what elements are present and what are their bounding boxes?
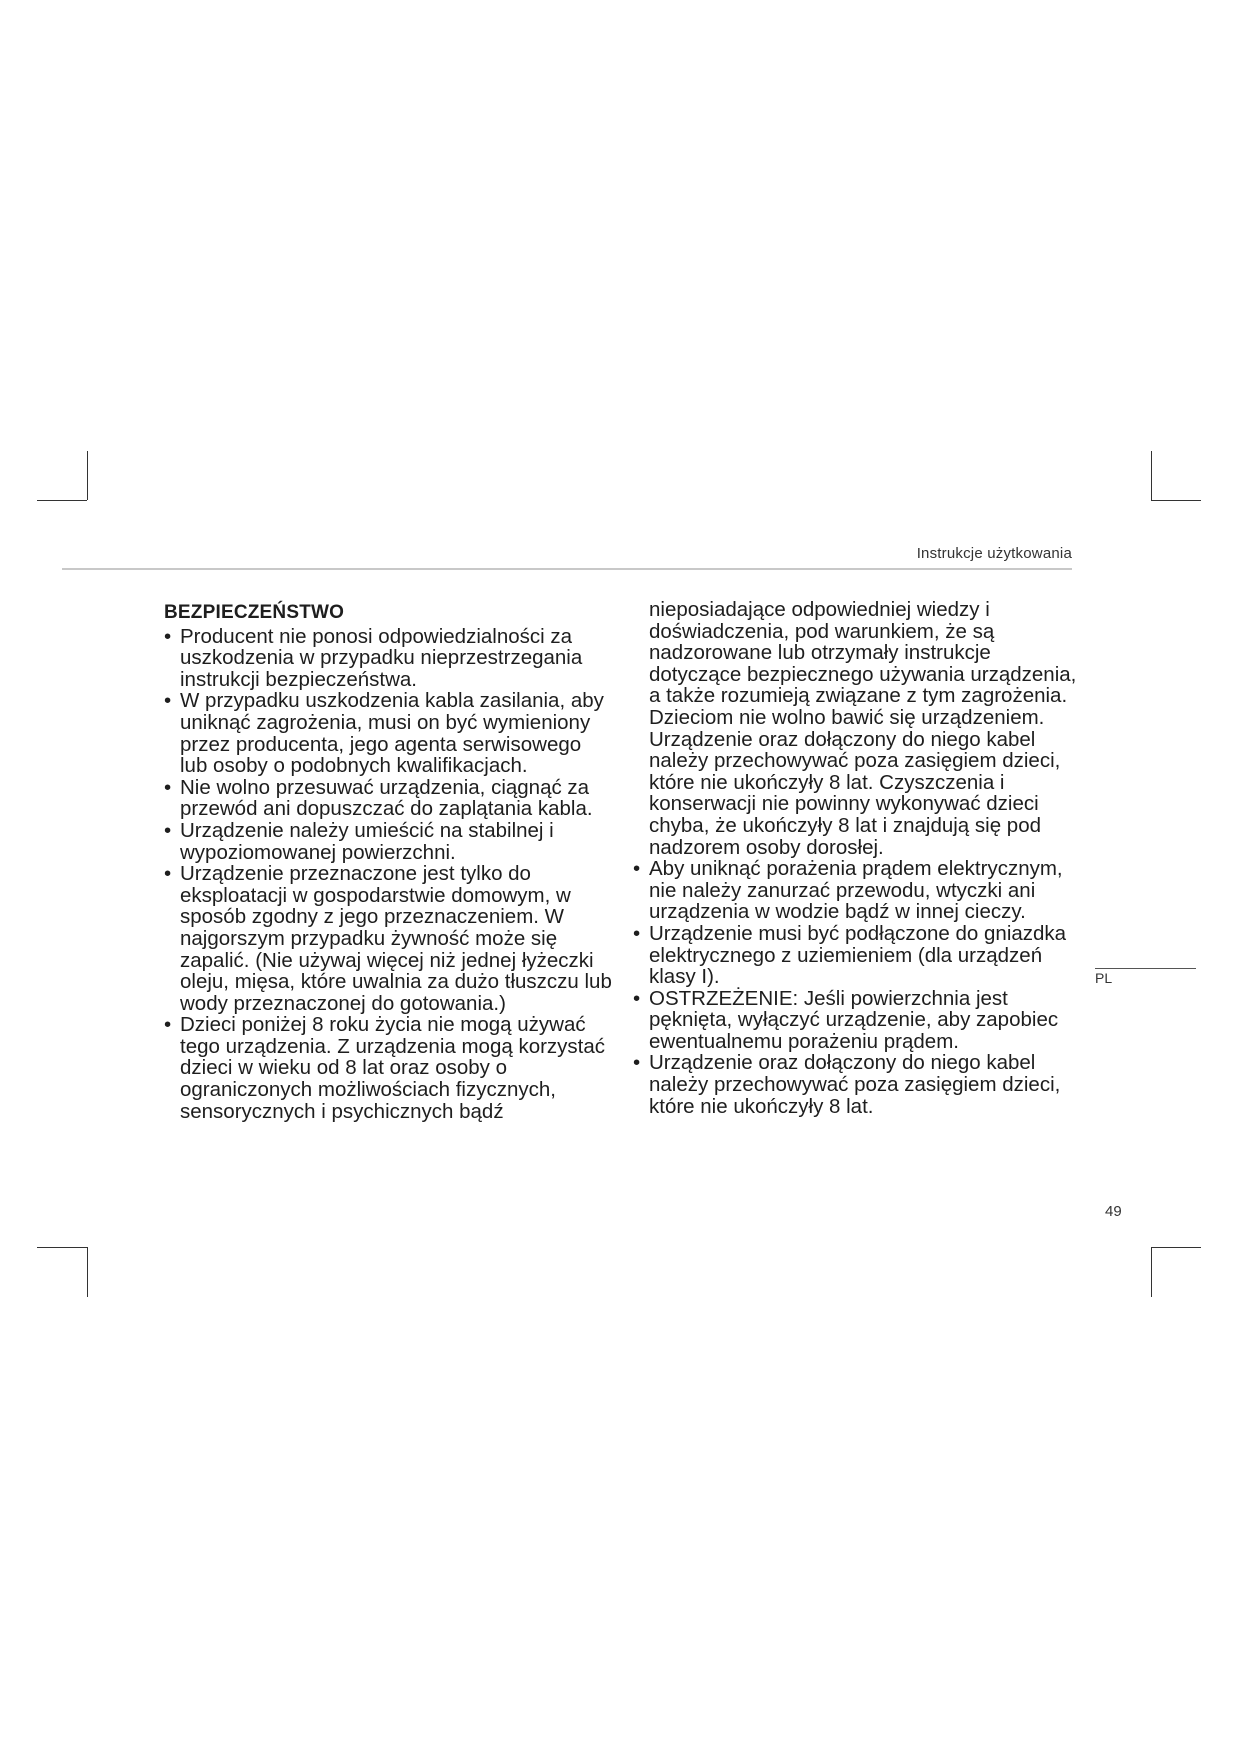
bullet: • (164, 862, 172, 886)
list-item-text: Dzieci poniżej 8 roku życia nie mogą używać tego urządzenia. Z urządzenia mogą korzystać dzieci w wieku od 8 lat oraz osoby o ograniczonych możliwościach fizycznych, sensorycznych i psychicznych bądź (180, 1013, 606, 1123)
list-item-text: Urządzenie musi być podłączone do gniazdka elektrycznego z uziemieniem (dla urządzeń klasy I). (649, 921, 1067, 989)
list-item-text: Urządzenie należy umieścić na stabilnej i wypoziomowanej powierzchni. (180, 818, 554, 864)
list-item-text: OSTRZEŻENIE: Jeśli powierzchnia jest pęknięta, wyłączyć urządzenie, aby zapobiec ewentualnemu porażeniu prądem. (649, 986, 1059, 1053)
safety-list-continued (633, 858, 1088, 1117)
list-item-text: Aby uniknąć porażenia prądem elektrycznym, nie należy zanurzać przewodu, wtyczki ani urządzenia w wodzie bądź w innej cieczy. (649, 857, 1063, 924)
bullet: • (164, 1013, 172, 1037)
bullet: • (633, 857, 641, 881)
bullet: • (633, 921, 641, 945)
list-item-text: Urządzenie oraz dołączony do niego kabel należy przechowywać poza zasięgiem dzieci, które nie ukończyły 8 lat. (649, 1051, 1061, 1118)
section-title: BEZPIECZEŃSTWO (164, 602, 345, 623)
list-item-text: W przypadku uszkodzenia kabla zasilania, aby uniknąć zagrożenia, musi on być wymieniony przez producenta, jego agenta serwisowego lub osoby o podobnych kwalifikacjach. (180, 689, 604, 778)
crop-mark (87, 1247, 88, 1297)
crop-mark (1151, 500, 1201, 501)
continued-paragraph: nieposiadające odpowiedniej wiedzy i doświadczenia, pod warunkiem, że są nadzorowane lub otrzymały instrukcje dotyczące bezpiecznego używania urządzenia, a także rozumieją związane z tym zagrożenia. Dzieciom nie wolno bawić się urządzeniem. Urządzenie oraz dołączony do niego kabel należy przechowywać poza zasięgiem dzieci, które nie ukończyły 8 lat. Czyszczenia i konserwacji nie powinny wykonywać dzieci chyba, że ukończyły 8 lat i znajdują się pod nadzorem osoby dorosłej. (649, 598, 1077, 859)
crop-mark (1151, 1247, 1152, 1297)
list-item-text: Urządzenie przeznaczone jest tylko do eksploatacji w gospodarstwie domowym, w sposób zgodny z jego przeznaczeniem. W najgorszym przypadku żywność może się zapalić. (Nie używaj więcej niż jednej łyżeczki oleju, mięsa, które uwalnia za dużo tłuszczu lub wody przeznaczonej do gotowania.) (180, 862, 612, 1015)
list-item (164, 777, 614, 820)
left-column (164, 601, 614, 1122)
crop-mark (1151, 451, 1152, 500)
bullet: • (633, 986, 641, 1010)
bullet: • (164, 775, 172, 799)
list-item-text: Nie wolno przesuwać urządzenia, ciągnąć za przewód ani dopuszczać do zaplątania kabla. (180, 775, 593, 821)
list-item (633, 988, 1088, 1053)
page-number: 49 (1105, 1203, 1122, 1220)
crop-mark (1151, 1247, 1201, 1248)
list-item (164, 820, 614, 863)
list-item (633, 858, 1088, 923)
right-column (633, 599, 1088, 1117)
running-header: Instrukcje użytkowania (916, 545, 1072, 562)
list-item (164, 690, 614, 776)
list-item (164, 626, 614, 691)
crop-mark (37, 1247, 87, 1248)
list-item (164, 863, 614, 1014)
bullet: • (164, 624, 172, 648)
language-tab-rule (1095, 968, 1196, 969)
crop-mark (87, 451, 88, 500)
header-divider (62, 568, 1072, 570)
bullet: • (633, 1051, 641, 1075)
list-item (164, 1014, 614, 1122)
list-item (633, 923, 1088, 988)
safety-list (164, 626, 614, 1123)
bullet: • (164, 689, 172, 713)
list-item (633, 1052, 1088, 1117)
list-item-text: Producent nie ponosi odpowiedzialności za uszkodzenia w przypadku nieprzestrzegania instrukcji bezpieczeństwa. (180, 624, 583, 691)
crop-mark (37, 500, 87, 501)
bullet: • (164, 818, 172, 842)
language-tab-label: PL (1095, 970, 1113, 986)
